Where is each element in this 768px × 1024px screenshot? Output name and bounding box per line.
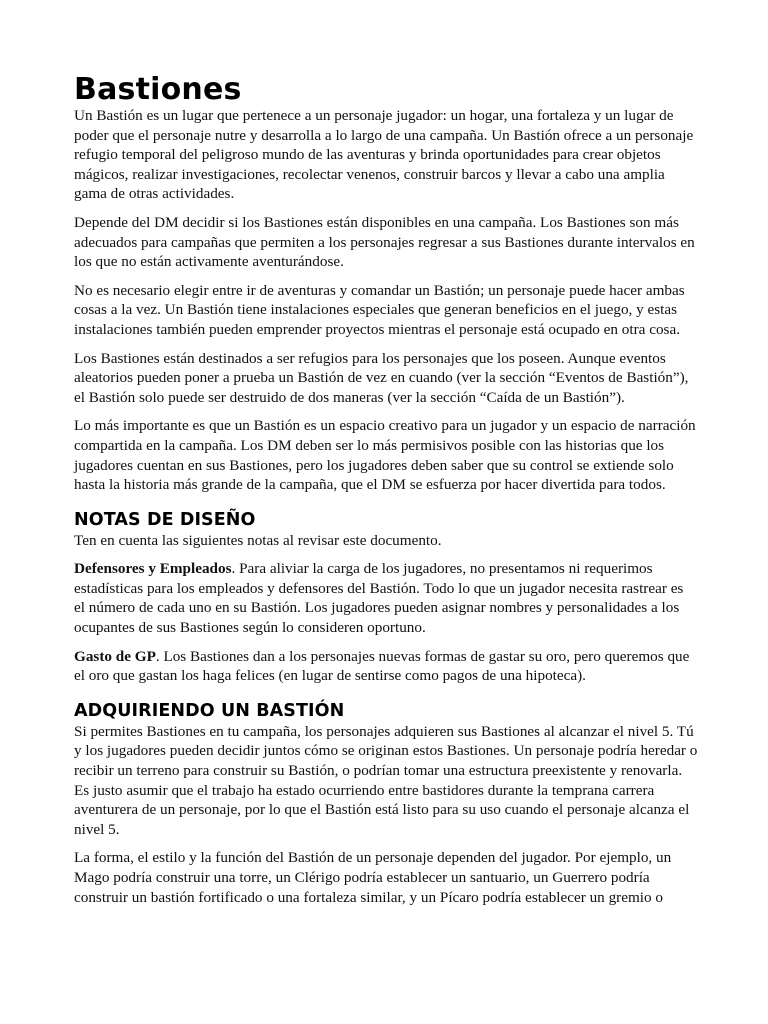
intro-paragraph-3: No es necesario elegir entre ir de aventuras y comandar un Bastión; un personaje puede hacer ambas cosas a la vez. Un Bastión tiene instalaciones especiales que generan beneficios en el juego, y estas instalaciones también pueden emprender proyectos mientras el personaje está ocupado en otra cosa.	[74, 281, 685, 338]
intro-paragraph-4: Los Bastiones están destinados a ser refugios para los personajes que los poseen. Aunque eventos aleatorios pueden poner a prueba un Bastión de vez en cuando (ver la sección “Eventos de Bastión”), el Bastión solo puede ser destruido de dos maneras (ver la sección “Caída de un Bastión”).	[74, 349, 689, 406]
design-notes-lead: Ten en cuenta las siguientes notas al revisar este documento.	[74, 531, 442, 549]
document-page	[74, 72, 698, 916]
design-note-defenders-text: . Para aliviar la carga de los jugadores, no presentamos ni requerimos estadísticas para los empleados y defensores del Bastión. Todo lo que un jugador necesita rastrear es el número de cada uno en su Bastión. Los jugadores pueden asignar nombres y personalidades a los ocupantes de sus Bastiones según lo consideren oportuno.	[74, 560, 684, 637]
design-notes-heading: NOTAS DE DISEÑO	[74, 509, 256, 530]
acquiring-paragraph-1: Si permites Bastiones en tu campaña, los personajes adquieren sus Bastiones al alcanzar el nivel 5. Tú y los jugadores pueden decidir juntos cómo se originan estos Bastiones. Un personaje podría heredar o recibir un terreno para construir su Bastión, o podrían tomar una estructura preexistente y renovarla. Es justo asumir que el trabajo ha estado ocurriendo entre bastidores durante la temprana carrera aventurera de un personaje, por lo que el Bastión está listo para su uso cuando el personaje alcanza el nivel 5.	[74, 722, 698, 838]
intro-paragraph-2: Depende del DM decidir si los Bastiones están disponibles en una campaña. Los Bastiones son más adecuados para campañas que permiten a los personajes regresar a sus Bastiones durante intervalos en los que no están activamente aventurándose.	[74, 213, 695, 271]
acquiring-heading: ADQUIRIENDO UN BASTIÓN	[74, 700, 345, 721]
acquiring-paragraph-2: La forma, el estilo y la función del Bastión de un personaje dependen del jugador. Por ejemplo, un Mago podría construir una torre, un Clérigo podría establecer un santuario, un Guerrero podría construir un bastión fortificado o una fortaleza similar, y un Pícaro podría establecer un gremio o	[74, 849, 672, 906]
intro-paragraph-1: Un Bastión es un lugar que pertenece a un personaje jugador: un hogar, una fortaleza y un lugar de poder que el personaje nutre y desarrolla a lo largo de una campaña. Un Bastión ofrece a un personaje refugio temporal del peligroso mundo de las aventuras y brinda oportunidades para crear objetos mágicos, realizar investigaciones, recolectar venenos, construir barcos y llevar a cabo una amplia gama de otras actividades.	[74, 107, 694, 203]
page-title: Bastiones	[74, 72, 242, 107]
design-note-defenders	[74, 559, 698, 637]
design-note-defenders-term: Defensores y Empleados	[74, 560, 232, 578]
design-note-gp-spending	[74, 647, 698, 686]
design-note-gp-text: . Los Bastiones dan a los personajes nuevas formas de gastar su oro, pero queremos que el oro que gastan los haga felices (en lugar de sentirse como pagos de una hipoteca).	[74, 647, 690, 685]
intro-paragraph-5: Lo más importante es que un Bastión es un espacio creativo para un jugador y un espacio de narración compartida en la campaña. Los DM deben ser lo más permisivos posible con las historias que los jugadores cuentan en sus Bastiones, pero los jugadores deben saber que su control se extiende solo hasta la historia más grande de la campaña, que el DM se esfuerza por hacer divertida para todos.	[74, 417, 696, 494]
design-note-gp-term: Gasto de GP	[74, 647, 156, 665]
